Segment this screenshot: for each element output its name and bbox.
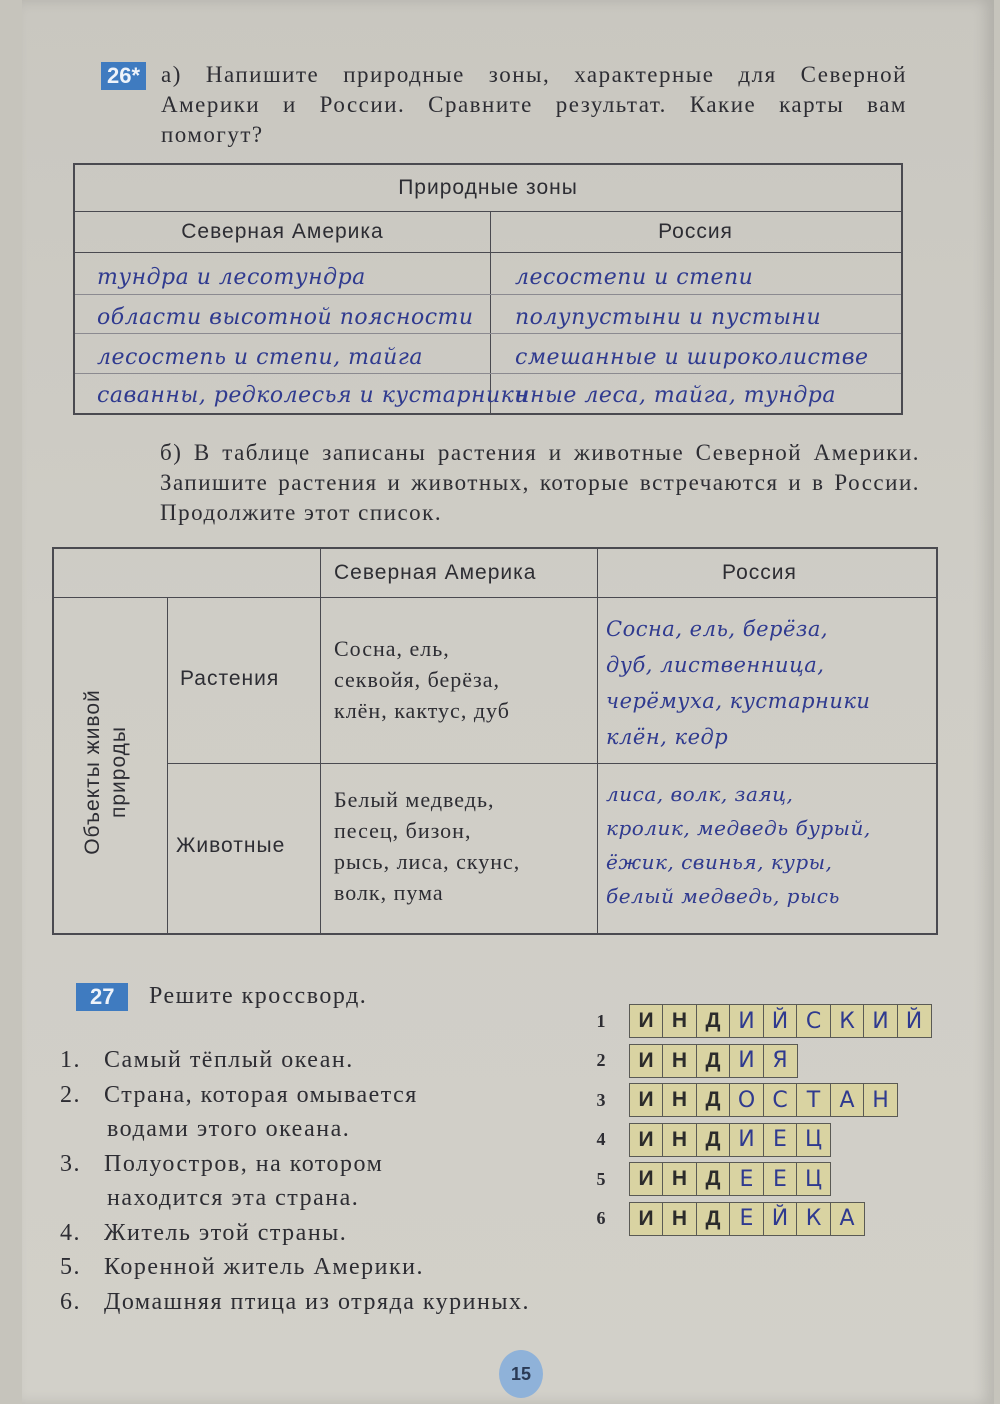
- crossword-row-number: 6: [596, 1208, 606, 1228]
- plants-north-america: Сосна, ель, секвойя, берёза, клён, кактус, дуб: [334, 636, 510, 723]
- crossword-cell-answer[interactable]: О: [729, 1083, 764, 1117]
- na-zone-3: лесостепь и степи, тайга: [97, 345, 424, 370]
- crossword-cell: Д: [696, 1083, 731, 1117]
- crossword-cell-answer[interactable]: Е: [729, 1162, 764, 1196]
- crossword-row-3: [588, 1082, 898, 1118]
- crossword-row-number: 3: [596, 1089, 606, 1110]
- crossword-cell-answer[interactable]: Ц: [796, 1123, 831, 1157]
- animals-russia: лиса, волк, заяц, кролик, медведь бурый, ёжик, свинья, куры, белый медведь, рысь: [606, 782, 871, 908]
- crossword-row-2: [588, 1043, 798, 1079]
- crossword-cell-answer[interactable]: Ц: [796, 1162, 831, 1196]
- ru-zone-1: лесостепи и степи: [515, 265, 754, 290]
- animals-label: Животные: [176, 834, 286, 857]
- crossword-cell-answer[interactable]: И: [729, 1123, 764, 1157]
- crossword-cell-answer[interactable]: Й: [763, 1202, 798, 1236]
- task-27-title: Решите кроссворд.: [149, 983, 368, 1009]
- header-row-line: [54, 597, 936, 598]
- crossword-cell-answer[interactable]: С: [796, 1004, 831, 1038]
- question-6: 6. Домашняя птица из отряда куриных.: [60, 1288, 530, 1315]
- task-26a-text: а) Напишите природные зоны, характерные для Северной Америки и России. Сравните результат. Какие карты вам помогут?: [161, 62, 907, 147]
- crossword-cell: Н: [662, 1123, 697, 1157]
- crossword-cell: Н: [662, 1162, 697, 1196]
- question-1: 1. Самый тёплый океан.: [60, 1047, 354, 1073]
- plants-russia: Сосна, ель, берёза, дуб, лиственница, черёмуха, кустарники клён, кедр: [606, 617, 871, 749]
- crossword-cell: Н: [662, 1004, 697, 1038]
- crossword-cell-answer[interactable]: И: [729, 1044, 764, 1078]
- column-russia: Россия: [490, 211, 901, 253]
- task-26b-text: б) В таблице записаны растения и животные Северной Америки. Запишите растения и животных, которые встречаются и в России. Продолжите этот список.: [160, 440, 920, 525]
- column-north-america-2: Северная Америка: [334, 561, 537, 584]
- crossword-cell-answer[interactable]: И: [863, 1004, 898, 1038]
- crossword-cell: Н: [662, 1044, 697, 1078]
- question-3: 3. Полуостров, на котором: [60, 1150, 384, 1177]
- question-2: 2. Страна, которая омывается: [60, 1081, 418, 1108]
- crossword-row-6: [588, 1201, 865, 1237]
- crossword-cell: И: [629, 1123, 664, 1157]
- crossword-row-number: 5: [596, 1168, 606, 1189]
- crossword-cell-answer[interactable]: Н: [863, 1083, 898, 1117]
- crossword-questions: [60, 1043, 530, 1319]
- plants-animals-divider: [167, 763, 936, 764]
- crossword-cell-answer[interactable]: К: [796, 1202, 831, 1236]
- crossword-cell-answer[interactable]: Й: [897, 1004, 932, 1038]
- plants-label: Растения: [180, 667, 280, 690]
- writing-line: [75, 373, 901, 374]
- crossword-row-number: 2: [596, 1050, 606, 1070]
- crossword-cell: Д: [696, 1202, 731, 1236]
- column-north-america: Северная Америка: [75, 211, 490, 253]
- column-russia-2: Россия: [722, 561, 797, 584]
- group-column-line: [167, 597, 168, 933]
- page-number: 15: [499, 1350, 543, 1398]
- crossword-row-5: [588, 1161, 831, 1197]
- crossword-cell: И: [629, 1202, 664, 1236]
- crossword-row-1: [588, 1003, 932, 1039]
- crossword-cell: Д: [696, 1123, 731, 1157]
- crossword-row-number: 4: [596, 1129, 606, 1149]
- crossword-cell-answer[interactable]: Й: [763, 1004, 798, 1038]
- crossword-cell: Д: [696, 1044, 731, 1078]
- crossword-cell: Д: [696, 1162, 731, 1196]
- crossword-cell: И: [629, 1044, 664, 1078]
- crossword-cell-answer[interactable]: Е: [763, 1123, 798, 1157]
- natural-zones-table: [73, 163, 903, 415]
- crossword-cell-answer[interactable]: Т: [796, 1083, 831, 1117]
- crossword-cell-answer[interactable]: А: [830, 1202, 865, 1236]
- ru-zone-2: полупустыни и пустыни: [515, 305, 822, 330]
- animals-north-america: Белый медведь, песец, бизон, рысь, лиса, скунс, волк, пума: [334, 787, 521, 905]
- plants-animals-table: [52, 547, 938, 935]
- question-5: 5. Коренной житель Америки.: [60, 1254, 425, 1280]
- writing-line: [75, 333, 901, 334]
- crossword-cell-answer[interactable]: Е: [763, 1162, 798, 1196]
- crossword-cell: И: [629, 1004, 664, 1038]
- crossword-cell-answer[interactable]: И: [729, 1004, 764, 1038]
- crossword-cell-answer[interactable]: А: [830, 1083, 865, 1117]
- table-header-natural-zones: Природные зоны: [75, 165, 901, 212]
- na-column-line: [597, 549, 598, 933]
- crossword-cell: И: [629, 1083, 664, 1117]
- crossword-cell-answer[interactable]: Е: [729, 1202, 764, 1236]
- question-3-cont: находится эта страна.: [107, 1185, 360, 1211]
- crossword-cell-answer[interactable]: С: [763, 1083, 798, 1117]
- crossword-row-number: 1: [596, 1010, 606, 1031]
- crossword-cell: Н: [662, 1202, 697, 1236]
- question-4: 4. Житель этой страны.: [60, 1219, 348, 1246]
- writing-line: [75, 294, 901, 295]
- crossword-row-4: [588, 1122, 831, 1158]
- crossword-cell: Н: [662, 1083, 697, 1117]
- question-2-cont: водами этого океана.: [107, 1116, 351, 1142]
- ru-zone-3: смешанные и широколиствe: [515, 345, 869, 370]
- crossword-cell: И: [629, 1162, 664, 1196]
- label-column-line: [320, 549, 321, 933]
- task-27-badge: 27: [76, 983, 128, 1011]
- ru-zone-4: нные леса, тайга, тундра: [515, 383, 836, 408]
- crossword-cell-answer[interactable]: К: [830, 1004, 865, 1038]
- task-26-badge: 26*: [101, 62, 146, 90]
- na-zone-1: тундра и лесотундра: [97, 265, 366, 290]
- na-zone-2: области высотной поясности: [97, 305, 474, 330]
- na-zone-4: саванны, редколесья и кустарники: [97, 383, 529, 408]
- crossword-cell: Д: [696, 1004, 731, 1038]
- living-nature-label: Объекты живой природы: [81, 689, 130, 855]
- crossword-cell-answer[interactable]: Я: [763, 1044, 798, 1078]
